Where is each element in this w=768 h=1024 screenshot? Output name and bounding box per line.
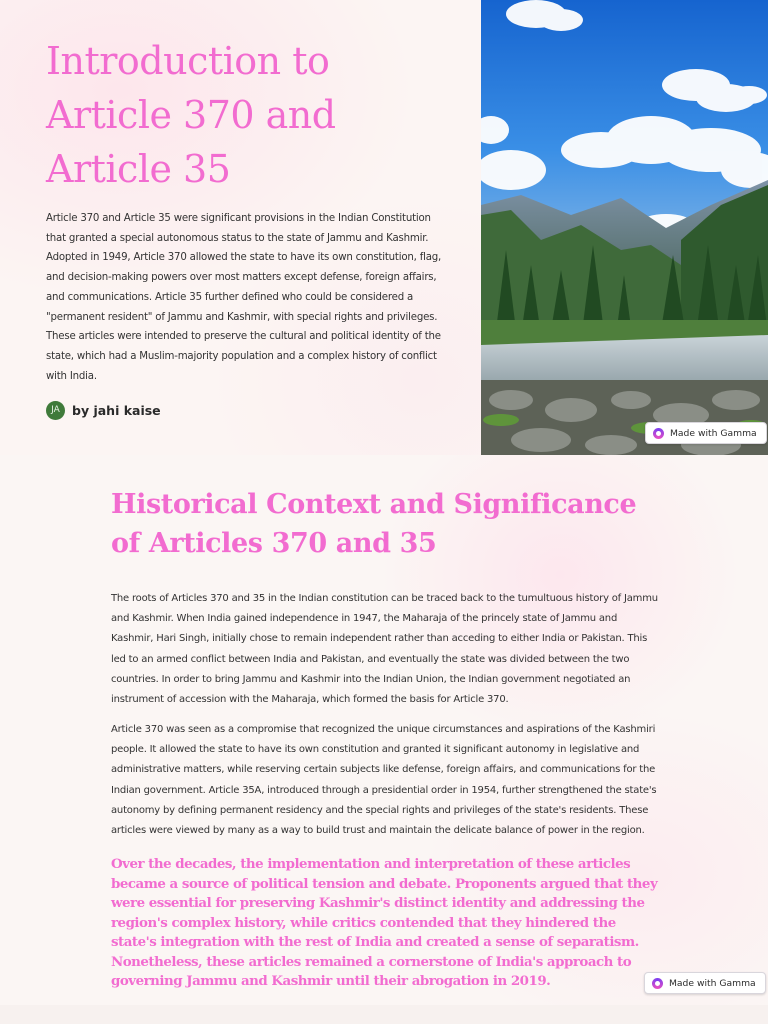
slide-historical-context — [0, 455, 768, 1005]
author-byline — [46, 400, 161, 420]
slide2-title: Historical Context and Significance of Articles 370 and 35 — [111, 489, 637, 559]
slide2-paragraph-1: The roots of Articles 370 and 35 in the Indian constitution can be traced back to the tumultuous history of Jammu and Kashmir. When India gained independence in 1947, the Maharaja of the princely state of Jammu and Kashmir, Hari Singh, initially chose to remain independent rather than acceding to either India or Pakistan. This led to an armed conflict between India and Pakistan, and eventually the state was divided between the two countries. In order to bring Jammu and Kashmir into the Indian Union, the Indian government negotiated an instrument of accession with the Maharaja, which formed the basis for Article 370. — [111, 593, 658, 706]
gamma-logo-icon — [652, 978, 663, 989]
author-name: by jahi kaise — [72, 402, 161, 418]
made-with-gamma-badge[interactable] — [645, 422, 767, 444]
badge-label: Made with Gamma — [669, 977, 756, 989]
slide2-paragraph-3: Over the decades, the implementation and interpretation of these articles became a source of political tension and debate. Proponents argued that they were essential for preserving Kashmir's distinct identity and addressing the region's complex history, while critics contended that they hindered the state's integration with the rest of India and created a sense of separatism. Nonetheless, these articles remained a cornerstone of India's approach to governing Jammu and Kashmir until their abrogation in 2019. — [111, 856, 658, 989]
slide1-title: Introduction to Article 370 and Article 35 — [46, 39, 336, 191]
gamma-logo-icon — [653, 428, 664, 439]
badge-label: Made with Gamma — [670, 427, 757, 439]
made-with-gamma-badge[interactable] — [644, 972, 766, 994]
slide2-paragraph-2: Article 370 was seen as a compromise that recognized the unique circumstances and aspirations of the Kashmiri people. It allowed the state to have its own constitution and granted it significant autonomy in legislative and administrative matters, while reserving certain subjects like defense, foreign affairs, and communications for the Indian government. Article 35A, introduced through a presidential order in 1954, further strengthened the state's autonomy by defining permanent residency and the special rights and privileges of the state's residents. These articles were viewed by many as a way to build trust and maintain the delicate balance of power in the region. — [111, 724, 657, 837]
slide-introduction — [0, 0, 768, 455]
avatar: JA — [46, 401, 65, 420]
page-bottom-strip — [0, 1005, 768, 1024]
slide1-body: Article 370 and Article 35 were significant provisions in the Indian Constitution that granted a special autonomous status to the state of Jammu and Kashmir. Adopted in 1949, Article 370 allowed the state to have its own constitution, flag, and decision-making powers over most matters except defense, foreign affairs, and communications. Article 35 further defined who could be considered a "permanent resident" of Jammu and Kashmir, with special rights and privileges. These articles were intended to preserve the cultural and political identity of the state, which had a Muslim-majority population and a complex history of conflict with India. — [46, 213, 442, 382]
mountain-valley-photo — [481, 0, 768, 455]
landscape-illustration — [481, 0, 768, 455]
